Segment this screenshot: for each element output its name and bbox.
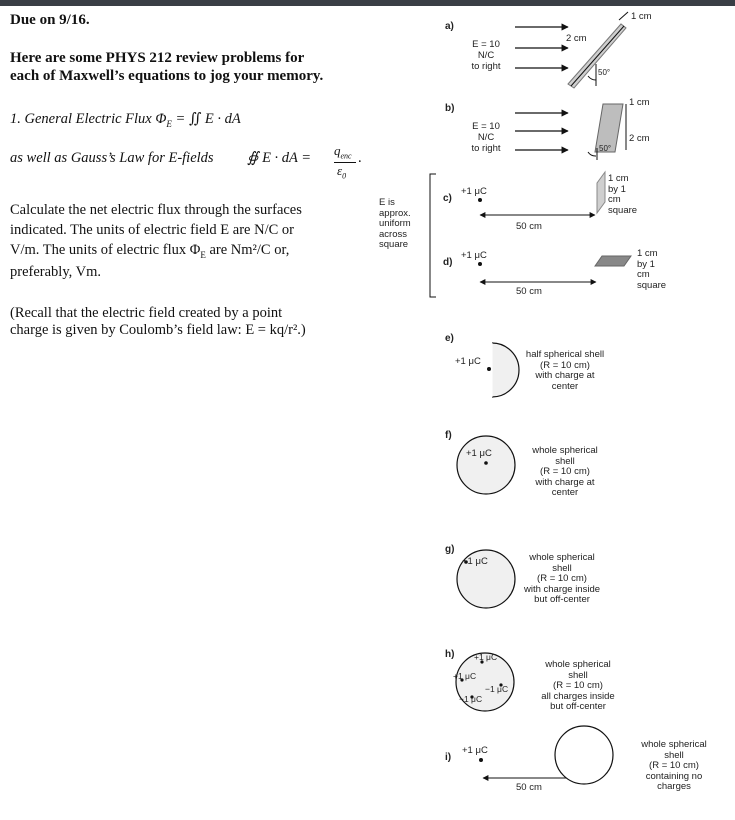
recall-line-1: (Recall that the electric field created by a point [10,305,283,321]
square-desc-c [608,174,637,216]
point-charge-c [478,198,482,202]
charge-i: +1 μC [462,745,488,756]
figure-label-h: h) [445,649,455,660]
shell-i [555,726,613,784]
dim-top-a: 1 cm [631,11,652,22]
shell-desc-line: (R = 10 cm) [649,760,699,771]
shell-desc-line: with charge inside [523,583,601,595]
shell-desc-line: but off-center [534,594,590,605]
half-shell-e [492,343,519,397]
square-desc-line: 1 cm [608,173,629,184]
field-arrows-a [515,27,568,68]
figure-label-d: d) [443,257,453,268]
shell-desc-line: containing no [645,770,703,782]
gauss-label: as well as Gauss’s Law for E-fields [10,150,214,166]
angle-b: 50° [599,144,612,153]
angle-arc-b [588,152,596,156]
epsilon-subscript: 0 [342,171,347,181]
field-desc-b-2: N/C [477,132,495,143]
figure-label-b: b) [445,103,455,114]
square-desc-line: by 1 [637,258,655,270]
uniform-bracket [430,174,436,297]
dim-top-b: 1 cm [629,97,650,108]
charge-h-4: −1 μC [459,694,483,704]
q-enc: q [334,143,341,158]
point-charge-f [484,461,488,465]
shell-desc-line: shell [552,562,572,574]
shell-desc-line: (R = 10 cm) [553,680,603,691]
general-flux-label: 1. General Electric Flux Φ [10,111,167,127]
charge-e: +1 μC [455,356,481,367]
shell-desc-line: shell [568,669,588,681]
shell-desc-line: shell [555,455,575,467]
square-desc-line: cm [637,269,650,280]
epsilon: ε [337,163,343,178]
shell-desc-line: whole spherical [545,659,611,670]
calc-line-3-start: V/m. The units of electric flux Φ [10,242,201,258]
intro-line-2: each of Maxwell’s equations to jog your memory. [10,68,324,84]
shell-desc-line: center [551,487,579,498]
shell-f [457,436,515,494]
shell-desc-line: with charge at [535,370,595,381]
charge-g: +1 μC [462,556,488,567]
uniform-note [379,198,411,251]
shell-desc-line: whole spherical [529,552,595,563]
charge-d: +1 μC [461,250,487,261]
charge-h-3: −1 μC [485,684,509,694]
q-enc-subscript: enc [340,151,352,161]
shell-desc-line: center [551,380,579,392]
uniform-note-line: E is [379,197,395,208]
shell-desc-line: (R = 10 cm) [540,359,590,371]
flux-subscript: E [166,118,172,129]
uniform-note-line: across [379,228,407,240]
figure-label-c: c) [443,193,452,204]
gauss-period: . [358,150,362,166]
general-flux-formula: = ∬ E · dA [175,111,241,127]
field-desc-a-1: E = 10 [472,39,500,50]
distance-d: 50 cm [516,286,542,297]
uniform-note-line: uniform [379,218,411,229]
field-desc-b-1: E = 10 [472,121,500,132]
figure-label-a: a) [445,21,454,32]
field-desc-b-3: to right [471,143,501,154]
square-desc-line: 1 cm [637,248,658,259]
shell-desc-line: whole spherical [641,739,707,750]
shell-desc-line: shell [664,749,684,761]
shell-desc-h [531,660,625,713]
square-desc-line: cm [608,194,621,205]
angle-a: 50° [598,68,611,77]
calc-line-4: preferably, Vm. [10,264,101,280]
distance-c: 50 cm [516,221,542,232]
dim-side-b: 2 cm [629,133,650,144]
recall-line-2: charge is given by Coulomb’s field law: E = kq/r².) [10,322,306,338]
figure-label-e: e) [445,333,454,344]
shell-desc-line: but off-center [550,701,606,712]
field-arrows-b [515,113,568,150]
point-charge-e [487,367,491,371]
calc-line-2: indicated. The units of electric field E are N/C or [10,222,294,238]
square-desc-d [637,249,666,291]
figure-label-g: g) [445,544,455,555]
shell-desc-e [517,350,613,392]
shell-desc-line: half spherical shell [525,349,605,360]
shell-desc-line: all charges inside [541,690,615,702]
intro-line-1: Here are some PHYS 212 review problems for [10,50,305,66]
point-charge-d [478,262,482,266]
dim-line-a [619,12,628,20]
uniform-note-line: square [379,239,409,250]
square-c [597,172,605,213]
square-desc-line: by 1 [608,183,626,195]
field-desc-a-3: to right [471,61,501,72]
charge-f: +1 μC [466,448,492,459]
distance-i: 50 cm [516,782,542,793]
calc-flux-subscript: E [200,249,206,260]
square-d [595,256,631,266]
square-desc-line: square [608,204,638,216]
uniform-note-line: approx. [379,207,411,219]
shell-desc-line: (R = 10 cm) [540,466,590,477]
point-charge-i [479,758,483,762]
figure-label-i: i) [445,752,452,763]
shell-desc-line: whole spherical [532,445,598,456]
gauss-formula: ∯ E · dA = [247,150,312,166]
angle-arc-a [588,76,596,80]
charge-h-1: +1 μC [474,652,498,662]
charge-h-2: +1 μC [453,671,477,681]
shell-desc-g [515,553,609,606]
dim-side-a: 2 cm [566,33,587,44]
shell-desc-f [522,446,608,499]
calc-line-3-rest: are Nm²/C or, [209,242,290,258]
due-date: Due on 9/16. [10,12,90,28]
shell-desc-line: with charge at [535,476,595,488]
figure-label-f: f) [445,430,452,441]
field-desc-a-2: N/C [477,50,495,61]
shell-desc-line: (R = 10 cm) [537,573,587,584]
shell-desc-line: charges [657,781,691,792]
shell-desc-i [629,740,719,793]
charge-c: +1 μC [461,186,487,197]
calc-line-1: Calculate the net electric flux through the surfaces [10,202,302,218]
square-desc-line: square [637,279,667,291]
